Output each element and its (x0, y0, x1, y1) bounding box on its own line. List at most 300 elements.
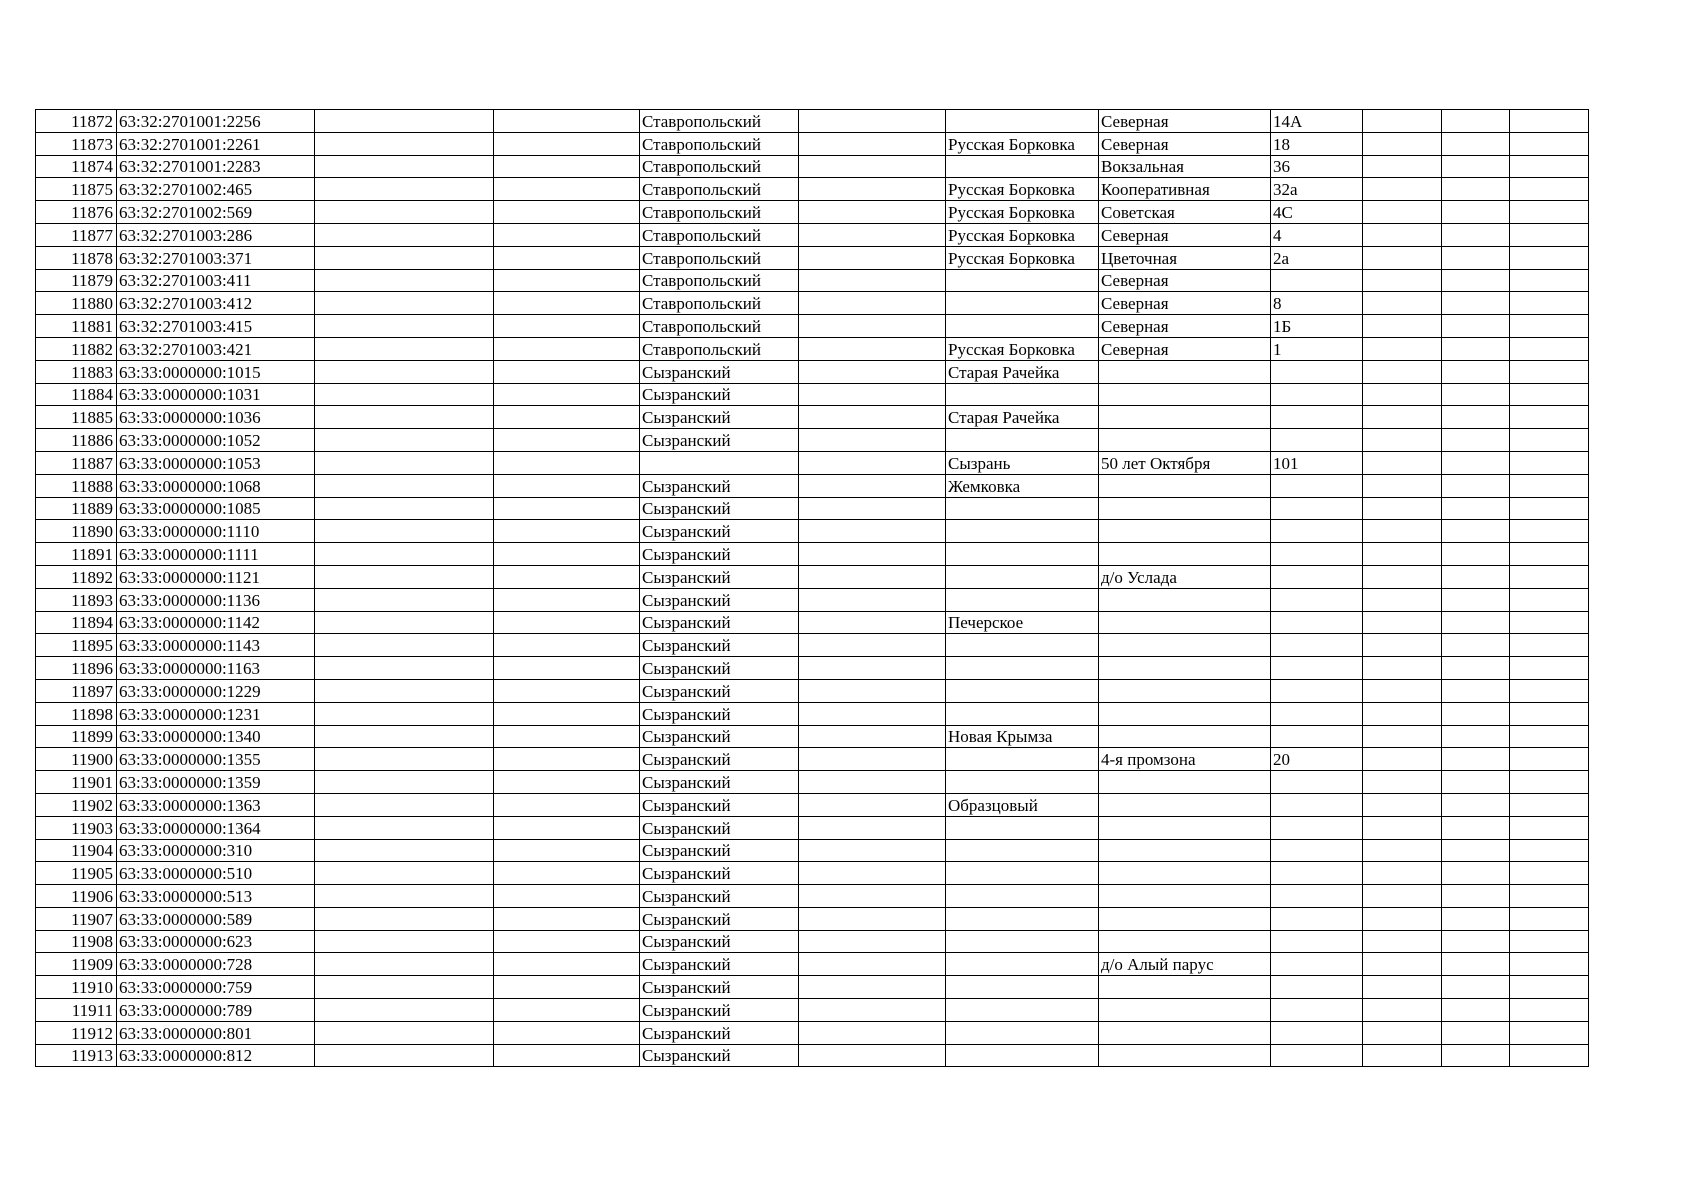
settlement-cell (946, 315, 1099, 338)
street-cell (1099, 360, 1271, 383)
street-cell: д/о Алый парус (1099, 953, 1271, 976)
row-number-cell: 11875 (36, 178, 117, 201)
cadastral-number-cell: 63:33:0000000:1036 (117, 406, 315, 429)
district-cell: Сызранский (640, 793, 799, 816)
col11-cell (1442, 246, 1510, 269)
street-cell: Северная (1099, 337, 1271, 360)
district-cell: Сызранский (640, 543, 799, 566)
col11-cell (1442, 292, 1510, 315)
table-row (36, 474, 1589, 497)
street-cell (1099, 634, 1271, 657)
street-cell (1099, 1044, 1271, 1067)
house-cell (1271, 999, 1363, 1022)
settlement-cell (946, 930, 1099, 953)
district-cell: Сызранский (640, 725, 799, 748)
row-number-cell: 11901 (36, 771, 117, 794)
col4-cell (494, 999, 640, 1022)
col12-cell (1510, 406, 1589, 429)
settlement-cell: Печерское (946, 611, 1099, 634)
col11-cell (1442, 406, 1510, 429)
cadastral-number-cell: 63:32:2701003:421 (117, 337, 315, 360)
col3-cell (315, 223, 494, 246)
col10-cell (1363, 816, 1442, 839)
table-row (36, 907, 1589, 930)
cadastral-number-cell: 63:32:2701001:2256 (117, 110, 315, 133)
row-number-cell: 11873 (36, 132, 117, 155)
cadastral-number-cell: 63:33:0000000:1111 (117, 543, 315, 566)
col12-cell (1510, 178, 1589, 201)
street-cell (1099, 657, 1271, 680)
table-row (36, 383, 1589, 406)
col6-cell (799, 999, 946, 1022)
settlement-cell (946, 976, 1099, 999)
street-cell (1099, 520, 1271, 543)
settlement-cell (946, 748, 1099, 771)
col11-cell (1442, 999, 1510, 1022)
col12-cell (1510, 748, 1589, 771)
house-cell: 101 (1271, 451, 1363, 474)
col10-cell (1363, 292, 1442, 315)
settlement-cell: Сызрань (946, 451, 1099, 474)
cadastral-number-cell: 63:33:0000000:1052 (117, 429, 315, 452)
col3-cell (315, 1044, 494, 1067)
street-cell (1099, 862, 1271, 885)
house-cell (1271, 588, 1363, 611)
district-cell: Сызранский (640, 839, 799, 862)
col6-cell (799, 429, 946, 452)
col11-cell (1442, 178, 1510, 201)
col4-cell (494, 383, 640, 406)
cadastral-number-cell: 63:33:0000000:1136 (117, 588, 315, 611)
col6-cell (799, 907, 946, 930)
col3-cell (315, 246, 494, 269)
street-cell (1099, 885, 1271, 908)
col4-cell (494, 132, 640, 155)
col6-cell (799, 657, 946, 680)
row-number-cell: 11888 (36, 474, 117, 497)
col6-cell (799, 360, 946, 383)
col4-cell (494, 793, 640, 816)
cadastral-number-cell: 63:33:0000000:1163 (117, 657, 315, 680)
table-row (36, 771, 1589, 794)
col10-cell (1363, 976, 1442, 999)
col10-cell (1363, 930, 1442, 953)
col12-cell (1510, 132, 1589, 155)
row-number-cell: 11895 (36, 634, 117, 657)
col12-cell (1510, 451, 1589, 474)
col11-cell (1442, 565, 1510, 588)
col4-cell (494, 930, 640, 953)
row-number-cell: 11908 (36, 930, 117, 953)
house-cell (1271, 679, 1363, 702)
col11-cell (1442, 771, 1510, 794)
cadastral-number-cell: 63:33:0000000:1229 (117, 679, 315, 702)
col3-cell (315, 520, 494, 543)
col11-cell (1442, 679, 1510, 702)
col3-cell (315, 907, 494, 930)
street-cell (1099, 611, 1271, 634)
col3-cell (315, 679, 494, 702)
row-number-cell: 11882 (36, 337, 117, 360)
col3-cell (315, 474, 494, 497)
district-cell: Сызранский (640, 383, 799, 406)
col12-cell (1510, 816, 1589, 839)
table-row (36, 885, 1589, 908)
col4-cell (494, 451, 640, 474)
col12-cell (1510, 702, 1589, 725)
house-cell (1271, 634, 1363, 657)
table-row (36, 953, 1589, 976)
cadastral-number-cell: 63:33:0000000:728 (117, 953, 315, 976)
district-cell: Ставропольский (640, 269, 799, 292)
col10-cell (1363, 657, 1442, 680)
settlement-cell (946, 679, 1099, 702)
district-cell: Ставропольский (640, 201, 799, 224)
col6-cell (799, 771, 946, 794)
street-cell (1099, 771, 1271, 794)
col3-cell (315, 657, 494, 680)
district-cell: Сызранский (640, 862, 799, 885)
cadastral-number-cell: 63:33:0000000:1143 (117, 634, 315, 657)
col3-cell (315, 110, 494, 133)
col3-cell (315, 771, 494, 794)
house-cell (1271, 565, 1363, 588)
col3-cell (315, 634, 494, 657)
col3-cell (315, 406, 494, 429)
settlement-cell (946, 702, 1099, 725)
district-cell: Ставропольский (640, 246, 799, 269)
col3-cell (315, 816, 494, 839)
col3-cell (315, 999, 494, 1022)
cadastral-number-cell: 63:32:2701002:465 (117, 178, 315, 201)
col6-cell (799, 337, 946, 360)
col12-cell (1510, 793, 1589, 816)
district-cell: Ставропольский (640, 337, 799, 360)
col10-cell (1363, 1044, 1442, 1067)
house-cell (1271, 725, 1363, 748)
col6-cell (799, 451, 946, 474)
street-cell (1099, 429, 1271, 452)
col12-cell (1510, 907, 1589, 930)
row-number-cell: 11898 (36, 702, 117, 725)
col10-cell (1363, 406, 1442, 429)
col12-cell (1510, 315, 1589, 338)
row-number-cell: 11881 (36, 315, 117, 338)
district-cell: Сызранский (640, 702, 799, 725)
col3-cell (315, 543, 494, 566)
cadastral-number-cell: 63:33:0000000:1363 (117, 793, 315, 816)
settlement-cell (946, 862, 1099, 885)
col10-cell (1363, 793, 1442, 816)
house-cell: 2а (1271, 246, 1363, 269)
col4-cell (494, 110, 640, 133)
table-row (36, 178, 1589, 201)
col6-cell (799, 201, 946, 224)
district-cell: Сызранский (640, 520, 799, 543)
col3-cell (315, 953, 494, 976)
house-cell (1271, 497, 1363, 520)
row-number-cell: 11876 (36, 201, 117, 224)
col12-cell (1510, 885, 1589, 908)
col10-cell (1363, 885, 1442, 908)
col10-cell (1363, 1021, 1442, 1044)
col11-cell (1442, 1021, 1510, 1044)
house-cell (1271, 1044, 1363, 1067)
table-body (36, 110, 1589, 1067)
table-row (36, 725, 1589, 748)
col12-cell (1510, 588, 1589, 611)
col3-cell (315, 885, 494, 908)
col3-cell (315, 976, 494, 999)
table-row (36, 588, 1589, 611)
district-cell: Сызранский (640, 748, 799, 771)
district-cell: Сызранский (640, 976, 799, 999)
col12-cell (1510, 246, 1589, 269)
col6-cell (799, 520, 946, 543)
col4-cell (494, 269, 640, 292)
col10-cell (1363, 201, 1442, 224)
col10-cell (1363, 611, 1442, 634)
settlement-cell: Новая Крымза (946, 725, 1099, 748)
house-cell: 4 (1271, 223, 1363, 246)
house-cell: 14А (1271, 110, 1363, 133)
cadastral-number-cell: 63:33:0000000:1355 (117, 748, 315, 771)
table-row (36, 1044, 1589, 1067)
house-cell (1271, 543, 1363, 566)
col6-cell (799, 383, 946, 406)
cadastral-number-cell: 63:33:0000000:1121 (117, 565, 315, 588)
row-number-cell: 11885 (36, 406, 117, 429)
col6-cell (799, 474, 946, 497)
col11-cell (1442, 315, 1510, 338)
settlement-cell: Старая Рачейка (946, 360, 1099, 383)
row-number-cell: 11911 (36, 999, 117, 1022)
col6-cell (799, 223, 946, 246)
col12-cell (1510, 976, 1589, 999)
col10-cell (1363, 110, 1442, 133)
table-row (36, 634, 1589, 657)
row-number-cell: 11887 (36, 451, 117, 474)
cadastral-table (35, 109, 1589, 1067)
cadastral-number-cell: 63:33:0000000:623 (117, 930, 315, 953)
cadastral-number-cell: 63:33:0000000:510 (117, 862, 315, 885)
col11-cell (1442, 360, 1510, 383)
street-cell (1099, 999, 1271, 1022)
col4-cell (494, 429, 640, 452)
col6-cell (799, 930, 946, 953)
table-row (36, 611, 1589, 634)
col11-cell (1442, 269, 1510, 292)
col6-cell (799, 497, 946, 520)
col11-cell (1442, 611, 1510, 634)
col6-cell (799, 748, 946, 771)
col4-cell (494, 1021, 640, 1044)
col10-cell (1363, 474, 1442, 497)
col4-cell (494, 885, 640, 908)
col10-cell (1363, 771, 1442, 794)
col11-cell (1442, 132, 1510, 155)
col6-cell (799, 269, 946, 292)
settlement-cell (946, 565, 1099, 588)
col10-cell (1363, 588, 1442, 611)
col11-cell (1442, 223, 1510, 246)
cadastral-number-cell: 63:33:0000000:1031 (117, 383, 315, 406)
table-row (36, 862, 1589, 885)
row-number-cell: 11903 (36, 816, 117, 839)
table-row (36, 657, 1589, 680)
settlement-cell (946, 1044, 1099, 1067)
settlement-cell (946, 543, 1099, 566)
settlement-cell (946, 383, 1099, 406)
col11-cell (1442, 588, 1510, 611)
col12-cell (1510, 1044, 1589, 1067)
col10-cell (1363, 839, 1442, 862)
street-cell (1099, 383, 1271, 406)
house-cell: 18 (1271, 132, 1363, 155)
house-cell (1271, 953, 1363, 976)
col12-cell (1510, 634, 1589, 657)
col12-cell (1510, 383, 1589, 406)
col4-cell (494, 907, 640, 930)
row-number-cell: 11902 (36, 793, 117, 816)
col10-cell (1363, 565, 1442, 588)
district-cell: Сызранский (640, 1021, 799, 1044)
district-cell: Сызранский (640, 588, 799, 611)
col12-cell (1510, 110, 1589, 133)
house-cell: 8 (1271, 292, 1363, 315)
col6-cell (799, 976, 946, 999)
col4-cell (494, 953, 640, 976)
col4-cell (494, 406, 640, 429)
street-cell: Северная (1099, 269, 1271, 292)
street-cell (1099, 725, 1271, 748)
col4-cell (494, 588, 640, 611)
col6-cell (799, 1021, 946, 1044)
col10-cell (1363, 178, 1442, 201)
col3-cell (315, 497, 494, 520)
settlement-cell (946, 816, 1099, 839)
col12-cell (1510, 953, 1589, 976)
settlement-cell: Образцовый (946, 793, 1099, 816)
table-row (36, 315, 1589, 338)
col6-cell (799, 885, 946, 908)
row-number-cell: 11907 (36, 907, 117, 930)
district-cell: Сызранский (640, 611, 799, 634)
table-row (36, 223, 1589, 246)
cadastral-number-cell: 63:33:0000000:1015 (117, 360, 315, 383)
col4-cell (494, 292, 640, 315)
row-number-cell: 11878 (36, 246, 117, 269)
table-row (36, 337, 1589, 360)
street-cell (1099, 907, 1271, 930)
col4-cell (494, 702, 640, 725)
house-cell (1271, 907, 1363, 930)
col11-cell (1442, 725, 1510, 748)
col4-cell (494, 816, 640, 839)
col10-cell (1363, 246, 1442, 269)
district-cell: Ставропольский (640, 110, 799, 133)
row-number-cell: 11912 (36, 1021, 117, 1044)
col12-cell (1510, 269, 1589, 292)
col6-cell (799, 110, 946, 133)
col10-cell (1363, 451, 1442, 474)
table-row (36, 360, 1589, 383)
col11-cell (1442, 976, 1510, 999)
district-cell: Сызранский (640, 771, 799, 794)
col11-cell (1442, 1044, 1510, 1067)
street-cell (1099, 976, 1271, 999)
col6-cell (799, 292, 946, 315)
col12-cell (1510, 429, 1589, 452)
col3-cell (315, 748, 494, 771)
col11-cell (1442, 657, 1510, 680)
col3-cell (315, 201, 494, 224)
cadastral-number-cell: 63:33:0000000:1364 (117, 816, 315, 839)
street-cell: Кооперативная (1099, 178, 1271, 201)
cadastral-number-cell: 63:33:0000000:513 (117, 885, 315, 908)
col10-cell (1363, 634, 1442, 657)
col12-cell (1510, 862, 1589, 885)
col4-cell (494, 474, 640, 497)
col11-cell (1442, 474, 1510, 497)
col6-cell (799, 315, 946, 338)
col11-cell (1442, 748, 1510, 771)
col3-cell (315, 360, 494, 383)
col12-cell (1510, 999, 1589, 1022)
col4-cell (494, 223, 640, 246)
col4-cell (494, 634, 640, 657)
table-row (36, 451, 1589, 474)
district-cell: Ставропольский (640, 292, 799, 315)
col10-cell (1363, 725, 1442, 748)
table-row (36, 793, 1589, 816)
table-row (36, 679, 1589, 702)
settlement-cell (946, 110, 1099, 133)
row-number-cell: 11897 (36, 679, 117, 702)
col3-cell (315, 839, 494, 862)
col12-cell (1510, 337, 1589, 360)
settlement-cell: Русская Борковка (946, 246, 1099, 269)
district-cell: Ставропольский (640, 223, 799, 246)
col4-cell (494, 657, 640, 680)
street-cell: Северная (1099, 292, 1271, 315)
col4-cell (494, 611, 640, 634)
col10-cell (1363, 953, 1442, 976)
col11-cell (1442, 497, 1510, 520)
col10-cell (1363, 360, 1442, 383)
cadastral-number-cell: 63:32:2701003:415 (117, 315, 315, 338)
table-row (36, 497, 1589, 520)
house-cell (1271, 429, 1363, 452)
district-cell: Сызранский (640, 497, 799, 520)
settlement-cell: Русская Борковка (946, 337, 1099, 360)
district-cell: Ставропольский (640, 132, 799, 155)
col3-cell (315, 429, 494, 452)
district-cell: Сызранский (640, 657, 799, 680)
col3-cell (315, 565, 494, 588)
street-cell (1099, 816, 1271, 839)
house-cell (1271, 885, 1363, 908)
street-cell: д/о Услада (1099, 565, 1271, 588)
col6-cell (799, 178, 946, 201)
col10-cell (1363, 269, 1442, 292)
col12-cell (1510, 657, 1589, 680)
col4-cell (494, 771, 640, 794)
col12-cell (1510, 155, 1589, 178)
col3-cell (315, 793, 494, 816)
street-cell: Северная (1099, 110, 1271, 133)
col11-cell (1442, 543, 1510, 566)
